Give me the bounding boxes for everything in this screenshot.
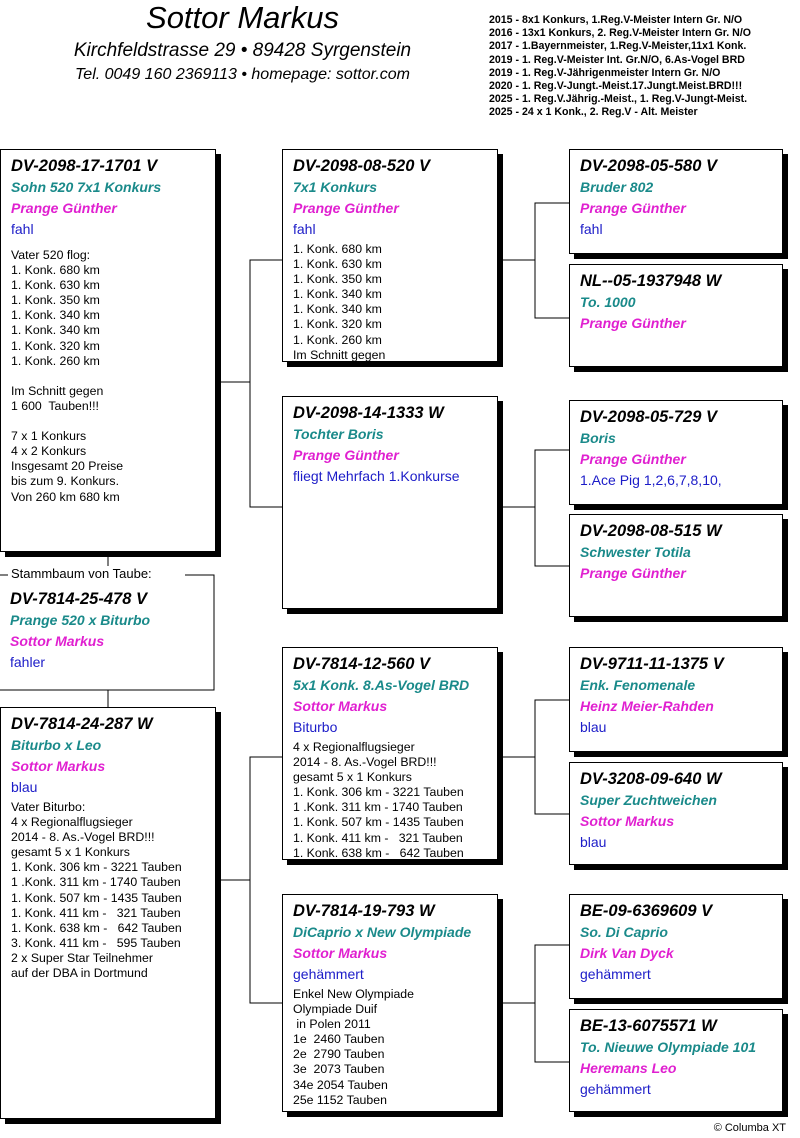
gg-card-4[interactable] [569,514,783,617]
pigeon-color: fahl [580,221,603,237]
breeder-name: Sottor Markus [580,813,675,829]
ring-number: DV-2098-17-1701 V [11,157,158,175]
achievement-item: 2015 - 8x1 Konkurs, 1.Reg.V-Meister Intern Gr. N/O [489,14,743,26]
pigeon-name: Biturbo x Leo [11,737,102,753]
breeder-name: Prange Günther [580,200,686,216]
pigeon-name: Bruder 802 [580,179,654,195]
connector-sire-sire [498,203,569,318]
breeder-name: Prange Günther [293,200,399,216]
gg-card-7[interactable] [569,894,783,999]
ring-number: BE-13-6075571 W [580,1017,717,1035]
pigeon-name: 5x1 Konk. 8.As-Vogel BRD [293,677,470,693]
ring-number: DV-2098-05-580 V [580,157,717,175]
pigeon-name: Tochter Boris [293,426,384,442]
connector-sire-dam [498,450,569,566]
pigeon-color: Biturbo [293,719,338,735]
achievement-item: 2019 - 1. Reg.V-Jährigenmeister Intern Gr. N/O [489,66,721,79]
breeder-name: Sottor Markus [293,698,388,714]
pedigree-label: Stammbaum von Taube: [8,566,155,582]
pigeon-color: gehämmert [580,966,651,982]
sire-dam-card[interactable] [282,396,498,609]
pigeon-color: blau [11,779,38,795]
breeder-name: Dirk Van Dyck [580,945,674,961]
gg-card-5[interactable] [569,647,783,752]
ring-number: DV-7814-12-560 V [293,655,430,673]
connector-dam-to-parents [216,757,282,1003]
pigeon-notes: Vater 520 flog: 1. Konk. 680 km 1. Konk. 630 km 1. Konk. 350 km 1. Konk. 340 km 1. Konk. 340 km 1. Konk. 320 km 1. Konk. 260 km Im Schnitt gegen 1 600 Tauben!!! 7 x 1 Konkurs 4 x 2 Konkurs Insgesamt 20 Preise bis zum 9. Konkurs. Von 260 km 680 km [11,248,124,504]
pigeon-name: To. 1000 [580,294,636,310]
breeder-name: Sottor Markus [10,633,105,649]
ring-number: DV-9711-11-1375 V [580,655,724,673]
pigeon-name: Super Zuchtweichen [580,792,717,808]
footer-copyright: © Columba XT [713,1122,786,1134]
gg-card-3[interactable] [569,400,783,505]
owner-address: Kirchfeldstrasse 29 • 89428 Syrgenstein [73,40,412,61]
breeder-name: Heremans Leo [580,1060,677,1076]
pigeon-name: 7x1 Konkurs [293,179,378,195]
pigeon-color: fahl [293,221,316,237]
breeder-name: Heinz Meier-Rahden [580,698,714,714]
pigeon-notes: 1. Konk. 680 km 1. Konk. 630 km 1. Konk. 350 km 1. Konk. 340 km 1. Konk. 340 km 1. Konk. 320 km 1. Konk. 260 km Im Schnitt gegen [293,242,386,362]
dam-card[interactable] [0,707,216,1119]
pigeon-notes: Vater Biturbo: 4 x Regionalflugsieger 2014 - 8. As.-Vogel BRD!!! gesamt 5 x 1 Konkurs 1. Konk. 306 km - 3221 Tauben 1 .Konk. 311 km - 1740 Tauben 1. Konk. 507 km - 1435 Tauben 1. Konk. 411 km - 321 Tauben 1. Konk. 638 km - 642 Tauben 3. Konk. 411 km - 595 Tauben 2 x Super Star Teilnehmer auf der DBA in Dortmund [11,800,182,981]
pigeon-color: gehämmert [293,966,364,982]
sire-card[interactable] [0,149,216,552]
breeder-name: Prange Günther [580,315,686,331]
breeder-name: Prange Günther [11,200,117,216]
dam-dam-card[interactable] [282,894,498,1112]
ring-number: DV-7814-24-287 W [11,715,153,733]
pigeon-notes: Enkel New Olympiade Olympiade Duif in Polen 2011 1e 2460 Tauben 2e 2790 Tauben 3e 2073 Tauben 34e 2054 Tauben 25e 1152 Tauben [293,987,414,1107]
ring-number: DV-2098-14-1333 W [293,404,444,422]
pigeon-color: fahl [11,221,34,237]
connector-dam-dam [498,945,569,1062]
pigeon-color: fliegt Mehrfach 1.Konkurse [293,468,460,484]
achievement-item: 2016 - 13x1 Konkurs, 2. Reg.V-Meister Intern Gr. N/O [489,27,751,40]
achievements-list [489,14,794,120]
owner-name: Sottor Markus [146,0,339,35]
owner-contact: Tel. 0049 160 2369113 • homepage: sottor.com [74,66,411,83]
subject-card[interactable] [0,583,214,690]
breeder-name: Sottor Markus [11,758,106,774]
gg-card-2[interactable] [569,264,783,367]
achievement-item: 2025 - 24 x 1 Konk., 2. Reg.V - Alt. Meister [489,106,698,119]
pigeon-color: 1.Ace Pig 1,2,6,7,8,10, [580,472,722,488]
ring-number: DV-3208-09-640 W [580,770,722,788]
pigeon-color: blau [580,834,607,850]
achievement-item: 2017 - 1.Bayernmeister, 1.Reg.V-Meister,11x1 Konk. [489,40,747,53]
pigeon-name: Enk. Fenomenale [580,677,696,693]
ring-number: DV-2098-08-515 W [580,522,722,540]
ring-number: NL--05-1937948 W [580,272,722,290]
dam-sire-card[interactable] [282,647,498,860]
pigeon-name: Prange 520 x Biturbo [10,612,151,628]
pigeon-name: To. Nieuwe Olympiade 101 [580,1039,757,1055]
pigeon-name: DiCaprio x New Olympiade [293,924,472,940]
gg-card-1[interactable] [569,149,783,254]
pigeon-name: Sohn 520 7x1 Konkurs [11,179,162,195]
pigeon-name: Boris [580,430,616,446]
pigeon-color: fahler [10,654,46,670]
sire-sire-card[interactable] [282,149,498,362]
connector-sire-to-parents [216,260,282,507]
gg-card-6[interactable] [569,762,783,865]
breeder-name: Prange Günther [580,451,686,467]
pigeon-name: Schwester Totila [580,544,691,560]
ring-number: DV-2098-05-729 V [580,408,717,426]
achievement-item: 2025 - 1. Reg.V.Jährig.-Meist., 1. Reg.V-Jungt-Meist. [489,93,748,106]
ring-number: BE-09-6369609 V [580,902,713,920]
breeder-name: Prange Günther [580,565,686,581]
pigeon-color: blau [580,719,607,735]
gg-card-8[interactable] [569,1009,783,1112]
achievement-item: 2019 - 1. Reg.V-Meister Int. Gr.N/O, 6.As-Vogel BRD [489,53,745,66]
ring-number: DV-7814-25-478 V [10,590,147,608]
connector-dam-sire [498,700,569,814]
pigeon-notes: 4 x Regionalflugsieger 2014 - 8. As.-Vogel BRD!!! gesamt 5 x 1 Konkurs 1. Konk. 306 km - 3221 Tauben 1 .Konk. 311 km - 1740 Tauben 1. Konk. 507 km - 1435 Tauben 1. Konk. 411 km - 321 Tauben 1. Konk. 638 km - 642 Tauben [293,740,464,860]
ring-number: DV-2098-08-520 V [293,157,430,175]
breeder-name: Prange Günther [293,447,399,463]
ring-number: DV-7814-19-793 W [293,902,435,920]
achievement-item: 2020 - 1. Reg.V-Jungt.-Meist.17.Jungt.Meist.BRD!!! [489,80,743,93]
pigeon-name: So. Di Caprio [580,924,668,940]
pigeon-color: gehämmert [580,1081,651,1097]
breeder-name: Sottor Markus [293,945,388,961]
